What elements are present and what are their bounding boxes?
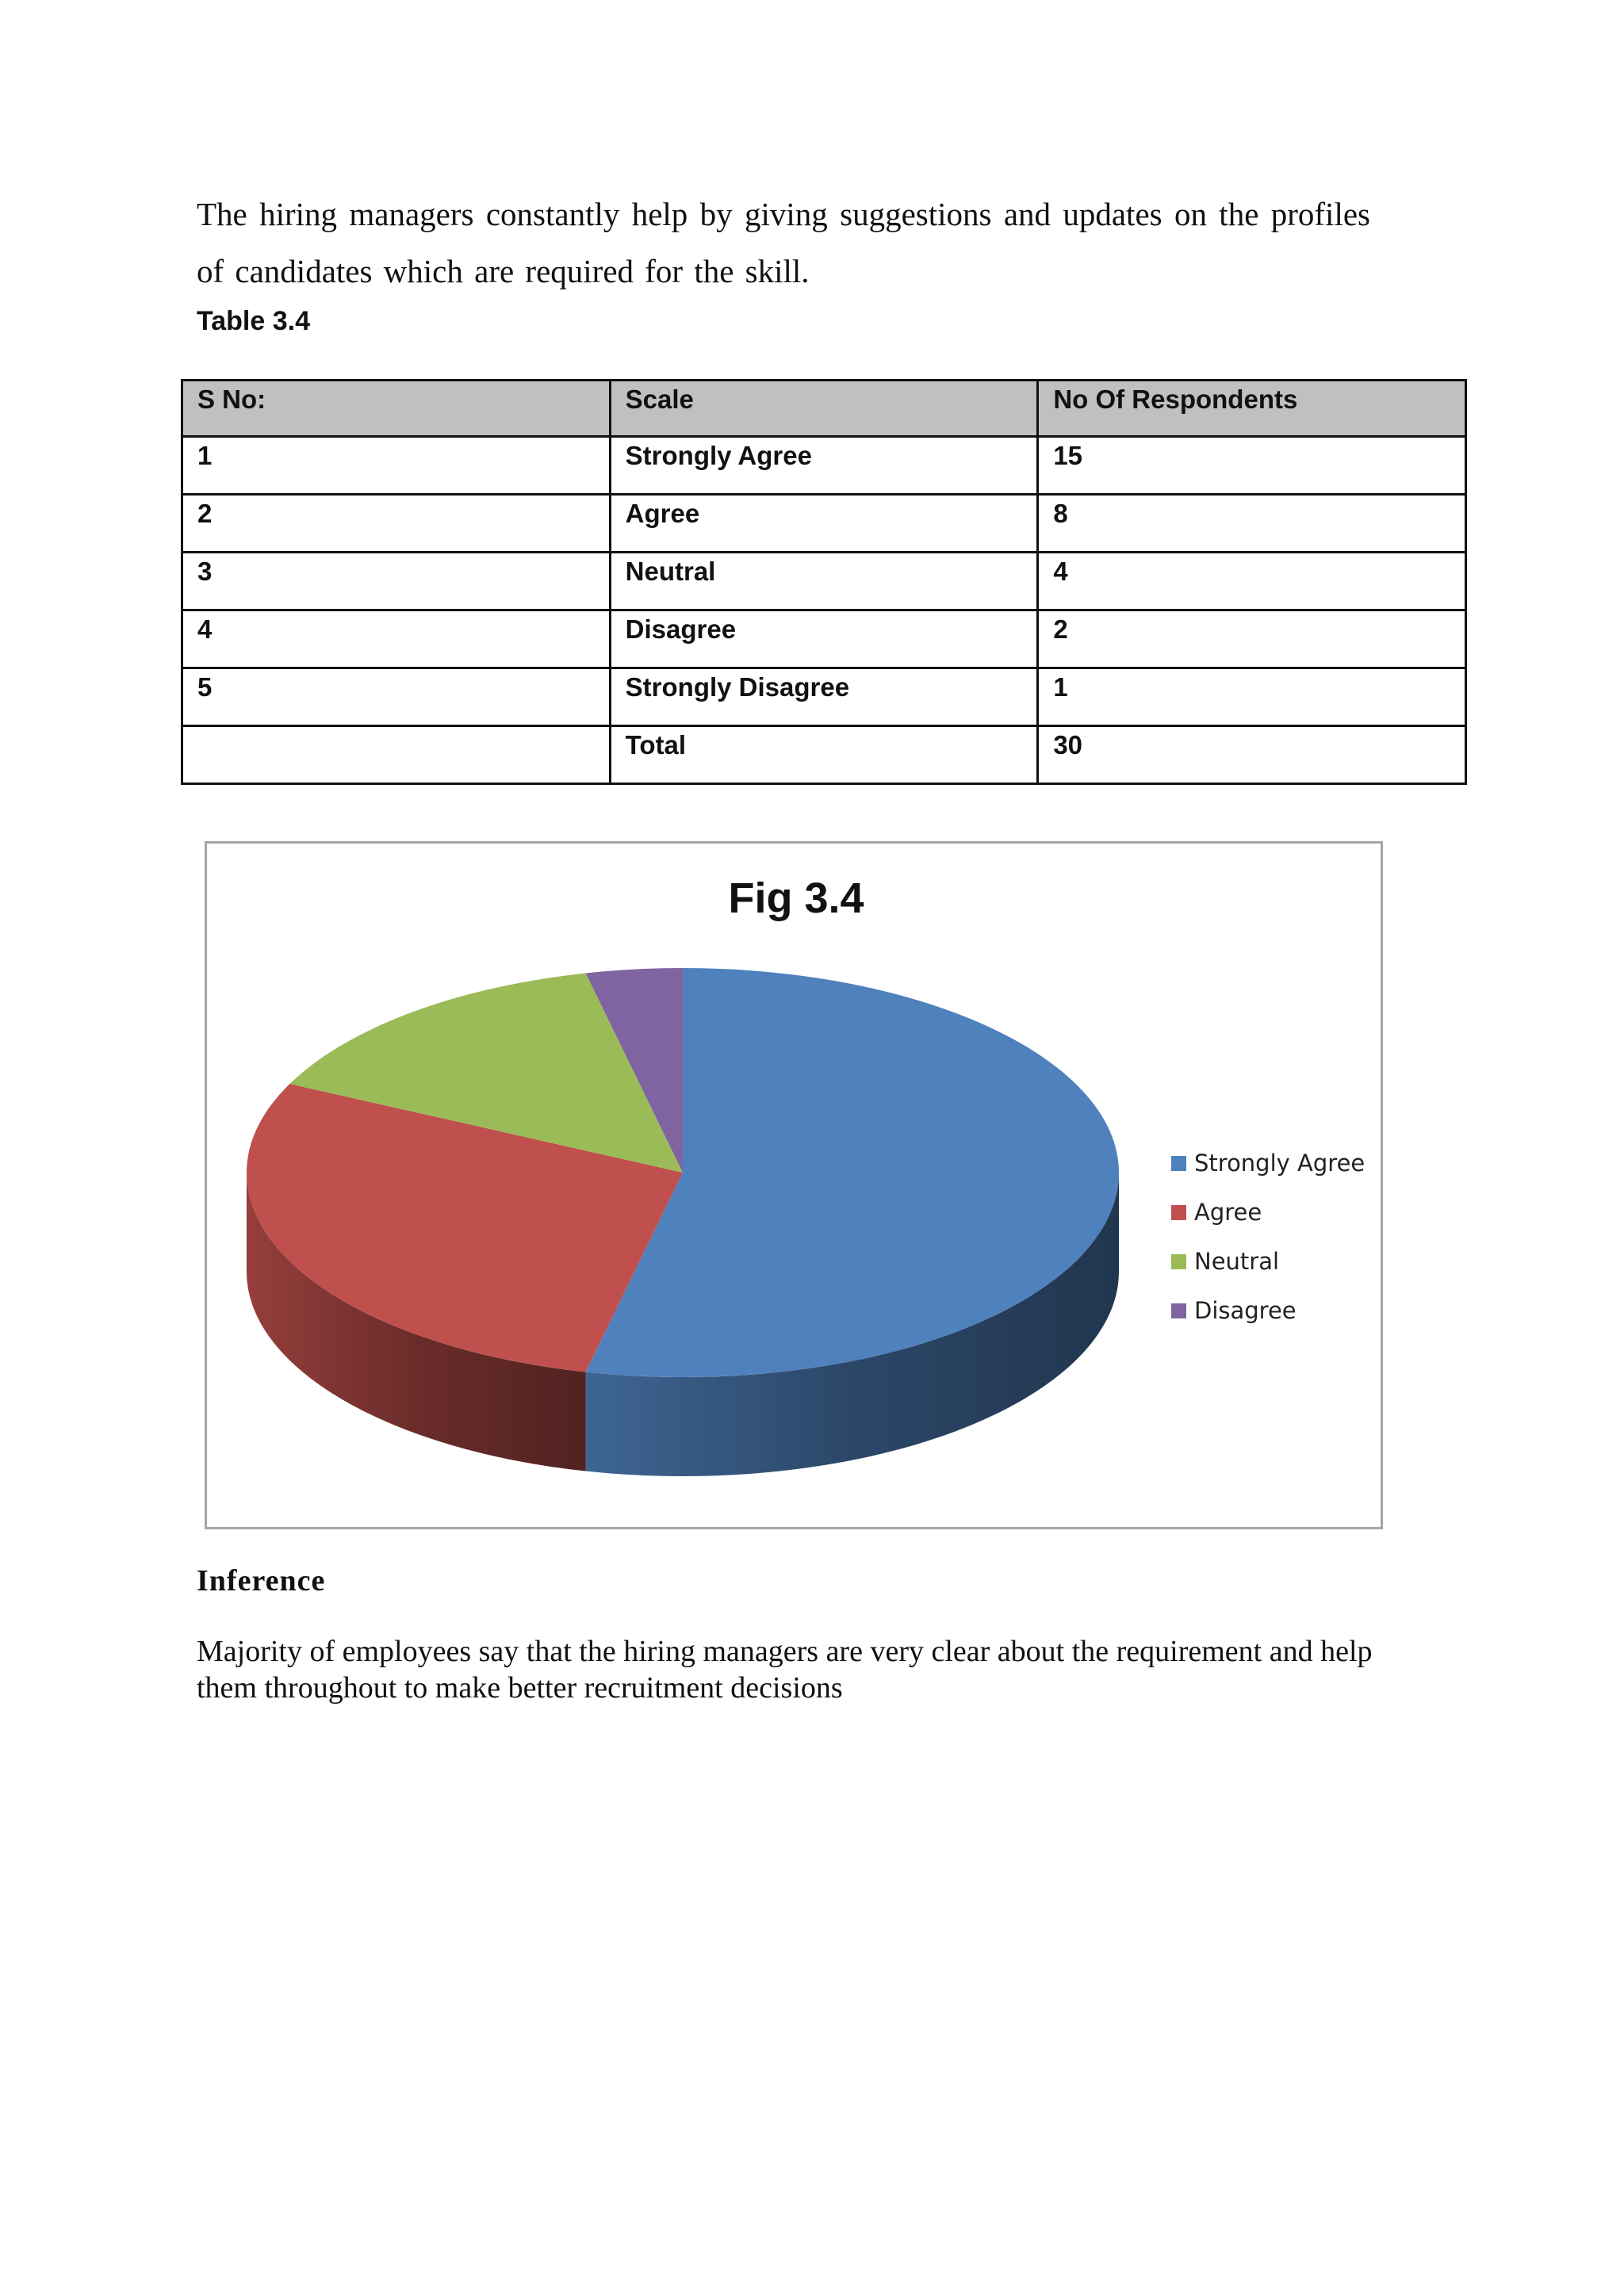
cell-respondents: 4 — [1038, 553, 1466, 610]
legend-item — [1171, 1188, 1365, 1237]
cell-scale: Total — [610, 726, 1038, 784]
legend-swatch — [1171, 1156, 1186, 1171]
intro-paragraph: The hiring managers constantly help by giving suggestions and updates on the profiles of candidates which are required for the skill. — [197, 196, 1370, 289]
legend-item — [1171, 1138, 1365, 1188]
legend-label: Disagree — [1194, 1297, 1297, 1324]
cell-respondents: 8 — [1038, 495, 1466, 553]
table-total-row — [182, 726, 1466, 784]
cell-respondents: 2 — [1038, 610, 1466, 668]
header-scale: Scale — [610, 381, 1038, 437]
table-header-row — [182, 381, 1466, 437]
legend-item — [1171, 1237, 1365, 1286]
header-sno: S No: — [182, 381, 611, 437]
cell-respondents: 30 — [1038, 726, 1466, 784]
cell-scale: Strongly Agree — [610, 437, 1038, 495]
cell-sno: 3 — [182, 553, 611, 610]
chart-title: Fig 3.4 — [728, 874, 864, 922]
cell-sno: 1 — [182, 437, 611, 495]
legend-label: Agree — [1194, 1199, 1262, 1226]
legend-item — [1171, 1286, 1365, 1335]
cell-scale: Strongly Disagree — [610, 668, 1038, 726]
table-row — [182, 437, 1466, 495]
table-row — [182, 553, 1466, 610]
respondents-table — [181, 379, 1467, 785]
legend-label: Strongly Agree — [1194, 1150, 1365, 1177]
cell-respondents: 1 — [1038, 668, 1466, 726]
cell-sno: 2 — [182, 495, 611, 553]
legend-swatch — [1171, 1254, 1186, 1269]
table-row — [182, 495, 1466, 553]
cell-respondents: 15 — [1038, 437, 1466, 495]
cell-scale: Agree — [610, 495, 1038, 553]
pie-chart-frame — [205, 841, 1383, 1529]
legend-label: Neutral — [1194, 1248, 1280, 1275]
cell-sno: 4 — [182, 610, 611, 668]
inference-heading: Inference — [197, 1564, 326, 1598]
legend-swatch — [1171, 1205, 1186, 1220]
chart-legend — [1171, 1138, 1365, 1335]
table-row — [182, 610, 1466, 668]
inference-text: Majority of employees say that the hiring managers are very clear about the requirement and help them throughout to make better recruitment decisions — [197, 1635, 1373, 1705]
cell-sno — [182, 726, 611, 784]
table-row — [182, 668, 1466, 726]
table-caption: Table 3.4 — [197, 306, 310, 336]
cell-scale: Neutral — [610, 553, 1038, 610]
legend-swatch — [1171, 1303, 1186, 1318]
cell-sno: 5 — [182, 668, 611, 726]
cell-scale: Disagree — [610, 610, 1038, 668]
header-respondents: No Of Respondents — [1038, 381, 1466, 437]
